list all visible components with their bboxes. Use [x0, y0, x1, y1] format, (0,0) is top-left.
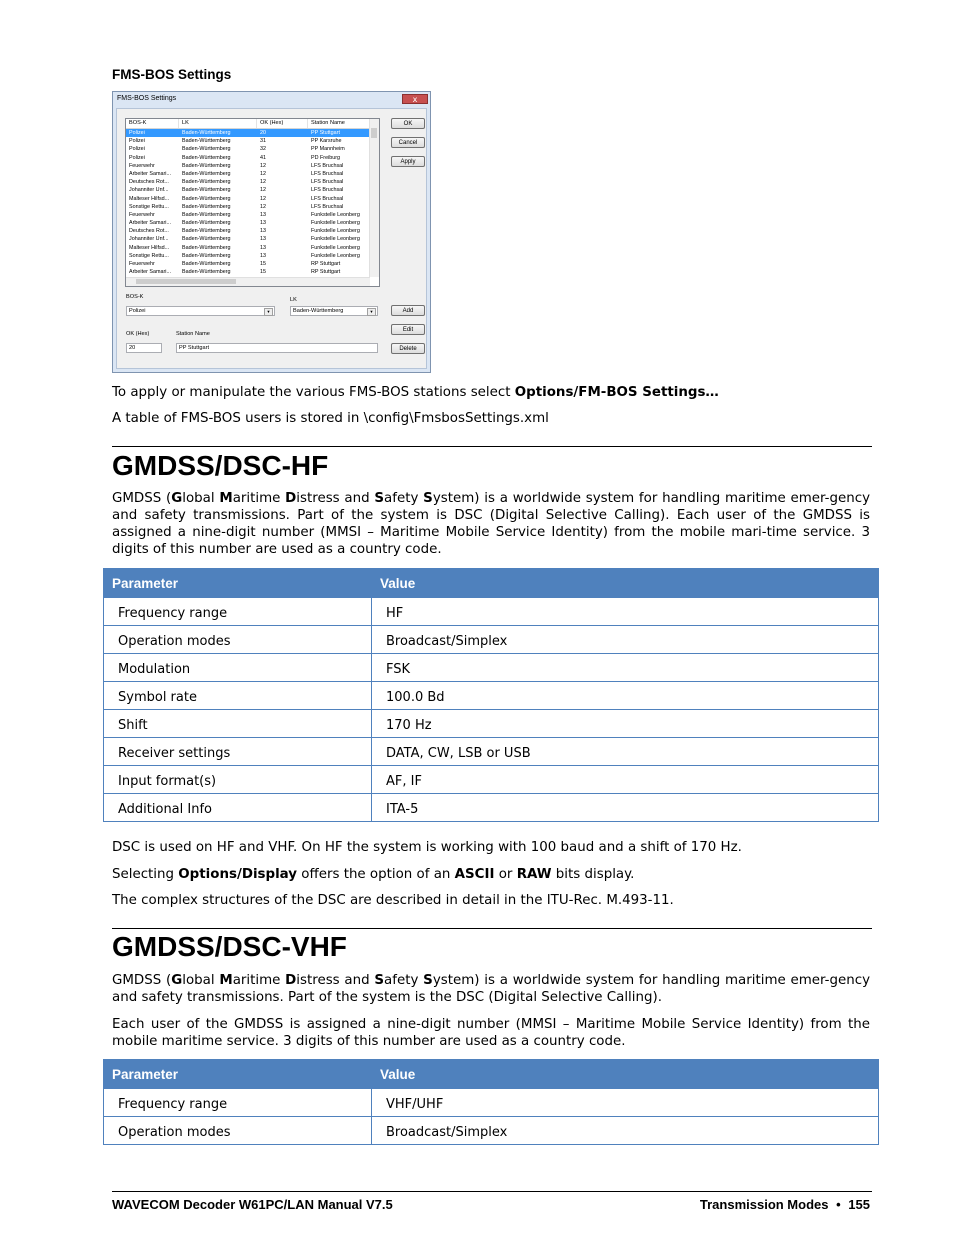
scroll-thumb[interactable]	[371, 128, 377, 138]
table-row	[104, 1117, 879, 1145]
list-cell: 12	[260, 162, 266, 169]
heading-gmdss-dsc-vhf: GMDSS/DSC-VHF	[112, 931, 347, 962]
table-row	[104, 654, 879, 682]
footer-rule	[112, 1191, 872, 1192]
text-span: GMDSS (	[112, 973, 172, 988]
add-button[interactable]: Add	[391, 305, 425, 316]
table-row	[104, 794, 879, 822]
list-item[interactable]	[126, 227, 379, 235]
table-row	[104, 682, 879, 710]
list-item[interactable]	[126, 268, 379, 276]
table-row	[104, 766, 879, 794]
list-cell: Baden-Württemberg	[182, 138, 231, 145]
menu-path: Options/Display	[178, 867, 298, 882]
text-span: afety	[384, 973, 424, 988]
list-item[interactable]	[126, 145, 379, 153]
list-cell: Feuerwehr	[129, 261, 155, 267]
value-cell: Broadcast/Simplex	[372, 1117, 879, 1145]
parameter-cell: Frequency range	[104, 1089, 372, 1117]
list-item[interactable]	[126, 129, 379, 137]
table-row	[104, 710, 879, 738]
footer-section: Transmission Modes	[699, 1197, 829, 1212]
list-cell: Deutsches Rot...	[129, 228, 169, 235]
list-cell: 12	[260, 195, 266, 202]
section-rule	[112, 928, 872, 929]
table-body	[104, 1089, 879, 1145]
list-cell: Feuerwehr	[129, 162, 155, 169]
text-span: GMDSS (	[112, 491, 172, 506]
table-header-row	[104, 569, 879, 598]
list-item[interactable]	[126, 260, 379, 268]
list-cell: Baden-Württemberg	[182, 269, 231, 276]
list-cell: LFS Bruchsal	[311, 162, 344, 169]
text-span: lobal	[182, 973, 220, 988]
column-header-bosk[interactable]: BOS-K	[126, 119, 179, 128]
footer-page-info	[700, 1197, 870, 1212]
list-cell: 13	[260, 236, 266, 243]
vhf-description-text: is a worldwide system for handling maritime emer-gency and safety transmissions. Part of the system is the DSC (Digital Selective Calling).	[112, 973, 871, 1005]
list-cell: LFS Bruchsal	[311, 203, 344, 210]
list-item[interactable]	[126, 211, 379, 219]
list-item[interactable]	[126, 219, 379, 227]
menu-path: Options/FM-BOS Settings…	[514, 385, 719, 400]
value-cell: DATA, CW, LSB or USB	[372, 738, 879, 766]
table-row	[104, 738, 879, 766]
text-span: bits display.	[551, 867, 635, 882]
list-cell: 31	[260, 138, 266, 145]
lk-value: Baden-Württemberg	[293, 308, 344, 314]
list-cell: PD Freiburg	[311, 154, 341, 161]
parameter-cell: Operation modes	[104, 626, 372, 654]
acronym-letter: G	[171, 491, 183, 506]
table-row	[104, 598, 879, 626]
list-cell: 15	[260, 261, 266, 267]
list-cell: Johanniter Unf...	[129, 187, 169, 194]
table-body	[104, 598, 879, 822]
column-header-lk[interactable]: LK	[179, 119, 257, 128]
list-cell: 12	[260, 187, 266, 194]
list-cell: PP Stuttgart	[311, 130, 340, 136]
list-item[interactable]	[126, 195, 379, 203]
parameter-cell: Frequency range	[104, 598, 372, 626]
option-raw: RAW	[516, 867, 552, 882]
value-cell: 100.0 Bd	[372, 682, 879, 710]
list-cell: Baden-Württemberg	[182, 211, 231, 218]
apply-button[interactable]: Apply	[391, 156, 425, 167]
list-cell: Baden-Württemberg	[182, 170, 231, 177]
vhf-parameter-table	[103, 1059, 879, 1145]
list-cell: RP Stuttgart	[311, 261, 341, 267]
intro-text: To apply or manipulate the various FMS-BOS stations select	[112, 385, 515, 400]
acronym-expansion	[112, 491, 479, 506]
list-cell: Baden-Württemberg	[182, 236, 231, 243]
heading-gmdss-dsc-hf: GMDSS/DSC-HF	[112, 450, 329, 481]
value-cell: AF, IF	[372, 766, 879, 794]
list-cell: PP Karsruhe	[311, 138, 342, 145]
station-name-label: Station Name	[176, 331, 210, 337]
dialog-body	[116, 108, 427, 369]
acronym-letter: G	[171, 973, 183, 988]
value-cell: HF	[372, 598, 879, 626]
list-cell: 41	[260, 154, 266, 161]
list-cell: 12	[260, 170, 266, 177]
list-cell: LFS Bruchsal	[311, 195, 344, 202]
acronym-expansion	[112, 973, 479, 988]
parameter-cell: Modulation	[104, 654, 372, 682]
list-cell: Funkstelle Leonberg	[311, 228, 360, 235]
list-item[interactable]	[126, 154, 379, 162]
text-span: ystem)	[432, 491, 480, 506]
value-cell: FSK	[372, 654, 879, 682]
intro-paragraph-2: A table of FMS-BOS users is stored in \config\FmsbosSettings.xml	[112, 411, 549, 426]
list-cell: Sonstige Rettu...	[129, 203, 169, 210]
value-cell: 170 Hz	[372, 710, 879, 738]
list-cell: PP Mannheim	[311, 146, 345, 153]
list-cell: Baden-Württemberg	[182, 203, 231, 210]
text-span: or	[494, 867, 517, 882]
hf-parameter-table	[103, 568, 879, 822]
text-span: istress and	[296, 491, 375, 506]
list-item[interactable]	[126, 186, 379, 194]
list-cell: Arbeiter Samari...	[129, 170, 171, 177]
ok-hex-input[interactable]: 20	[126, 343, 162, 353]
acronym-letter: S	[423, 491, 433, 506]
text-span: lobal	[182, 491, 220, 506]
list-cell: 13	[260, 220, 266, 227]
list-item[interactable]	[126, 162, 379, 170]
list-cell: Johanniter Unf...	[129, 236, 169, 243]
hf-description-text: is a worldwide system for handling maritime emer-gency and safety transmissions. Part of the system is DSC (Digital Selective Calling). Each user of the GMDSS is assigned a nine-digit number (MMSI – Maritime Mobile Service Identity) from the mobile mari-time service. 3 digits of this number are used as a country code.	[112, 491, 871, 557]
list-item[interactable]	[126, 252, 379, 260]
parameter-cell: Input format(s)	[104, 766, 372, 794]
list-cell: Baden-Württemberg	[182, 154, 231, 161]
list-item[interactable]	[126, 235, 379, 243]
list-cell: 12	[260, 203, 266, 210]
dialog-title: FMS-BOS Settings	[117, 95, 177, 102]
text-span: ystem)	[432, 973, 480, 988]
chevron-down-icon[interactable]: ▼	[264, 308, 273, 316]
list-cell: Polizei	[129, 146, 145, 153]
hf-after-2	[112, 866, 870, 883]
list-cell: Baden-Württemberg	[182, 130, 231, 136]
list-cell: Baden-Württemberg	[182, 195, 231, 202]
list-cell: Polizei	[129, 154, 145, 161]
scroll-thumb[interactable]	[136, 279, 236, 284]
acronym-letter: S	[374, 491, 385, 506]
list-cell: Arbeiter Samari...	[129, 220, 171, 227]
list-cell: 15	[260, 269, 266, 276]
vhf-description	[112, 972, 870, 1006]
acronym-letter: M	[219, 491, 233, 506]
list-cell: 20	[260, 130, 266, 136]
intro-paragraph-1	[112, 384, 870, 401]
list-cell: Arbeiter Samari...	[129, 269, 171, 276]
edit-button[interactable]: Edit	[391, 324, 425, 335]
list-cell: Funkstelle Leonberg	[311, 244, 360, 251]
page-number: 155	[848, 1197, 870, 1212]
parameter-cell: Symbol rate	[104, 682, 372, 710]
list-cell: Baden-Württemberg	[182, 162, 231, 169]
vhf-paragraph-2: Each user of the GMDSS is assigned a nine-digit number (MMSI – Maritime Mobile Service Identity) from the mobile maritime service. 3 digits of this number are used as a country code.	[112, 1017, 870, 1049]
value-cell: ITA-5	[372, 794, 879, 822]
parameter-cell: Operation modes	[104, 1117, 372, 1145]
footer-bullet: •	[836, 1197, 841, 1212]
list-cell: LFS Bruchsal	[311, 187, 344, 194]
text-span: Selecting	[112, 867, 179, 882]
text-span: istress and	[296, 973, 375, 988]
list-header	[126, 119, 379, 129]
list-rows	[126, 129, 379, 276]
list-cell: Polizei	[129, 130, 145, 136]
hf-after-1: DSC is used on HF and VHF. On HF the system is working with 100 baud and a shift of 170 Hz.	[112, 840, 742, 855]
hf-after-3: The complex structures of the DSC are described in detail in the ITU-Rec. M.493-11.	[112, 893, 674, 908]
list-cell: Funkstelle Leonberg	[311, 211, 360, 218]
cancel-button[interactable]: Cancel	[391, 137, 425, 148]
list-cell: 13	[260, 228, 266, 235]
list-item[interactable]	[126, 244, 379, 252]
list-cell: Baden-Württemberg	[182, 220, 231, 227]
column-header-station-name[interactable]: Station Name	[308, 119, 370, 128]
stations-list[interactable]	[125, 118, 380, 287]
list-cell: RP Stuttgart	[311, 269, 341, 276]
bosk-value: Polizei	[129, 308, 146, 314]
list-cell: Baden-Württemberg	[182, 261, 231, 267]
acronym-letter: D	[285, 973, 297, 988]
vertical-scrollbar[interactable]	[369, 119, 379, 277]
list-item[interactable]	[126, 137, 379, 145]
text-span: aritime	[232, 491, 286, 506]
station-name-input[interactable]: PP Stuttgart	[176, 343, 378, 353]
ok-hex-label: OK (Hex)	[126, 331, 150, 337]
list-cell: Malteser Hilfsd...	[129, 195, 170, 202]
bosk-label: BOS-K	[126, 294, 144, 300]
list-cell: Sonstige Rettu...	[129, 252, 169, 259]
list-cell: Baden-Württemberg	[182, 244, 231, 251]
table-header-row	[104, 1060, 879, 1089]
horizontal-scrollbar[interactable]	[126, 277, 370, 286]
list-cell: Polizei	[129, 138, 145, 145]
list-cell: 13	[260, 244, 266, 251]
figure-caption: FMS-BOS Settings	[112, 67, 232, 82]
column-header-parameter: Parameter	[104, 569, 372, 598]
option-ascii: ASCII	[454, 867, 495, 882]
list-cell: Baden-Württemberg	[182, 146, 231, 153]
acronym-letter: M	[219, 973, 233, 988]
text-span: afety	[384, 491, 424, 506]
close-icon[interactable]: x	[402, 94, 428, 104]
section-rule	[112, 446, 872, 447]
list-cell: Baden-Württemberg	[182, 252, 231, 259]
fms-bos-settings-dialog	[112, 91, 431, 373]
hf-description	[112, 490, 870, 558]
footer-manual-title: WAVECOM Decoder W61PC/LAN Manual V7.5	[112, 1197, 393, 1212]
list-cell: 13	[260, 211, 266, 218]
list-cell: 13	[260, 252, 266, 259]
list-cell: LFS Bruchsal	[311, 170, 344, 177]
lk-label: LK	[290, 297, 297, 303]
value-cell: Broadcast/Simplex	[372, 626, 879, 654]
list-cell: Funkstelle Leonberg	[311, 220, 360, 227]
text-span: aritime	[232, 973, 286, 988]
table-row	[104, 626, 879, 654]
list-cell: Funkstelle Leonberg	[311, 236, 360, 243]
list-cell: Deutsches Rot...	[129, 179, 169, 186]
list-cell: 32	[260, 146, 266, 153]
column-header-parameter: Parameter	[104, 1060, 372, 1089]
list-cell: Baden-Württemberg	[182, 179, 231, 186]
chevron-down-icon[interactable]: ▼	[367, 308, 376, 316]
list-cell: Funkstelle Leonberg	[311, 252, 360, 259]
list-item[interactable]	[126, 178, 379, 186]
list-cell: Malteser Hilfsd...	[129, 244, 170, 251]
ok-button[interactable]: OK	[391, 118, 425, 129]
text-span: offers the option of an	[297, 867, 455, 882]
list-cell: Feuerwehr	[129, 211, 155, 218]
list-cell: Baden-Württemberg	[182, 228, 231, 235]
lk-dropdown[interactable]	[290, 306, 378, 316]
table-row	[104, 1089, 879, 1117]
list-cell: Baden-Württemberg	[182, 187, 231, 194]
delete-button[interactable]: Delete	[391, 343, 425, 354]
bosk-dropdown[interactable]	[126, 306, 275, 316]
parameter-cell: Receiver settings	[104, 738, 372, 766]
list-cell: LFS Bruchsal	[311, 179, 344, 186]
column-header-value: Value	[372, 1060, 879, 1089]
parameter-cell: Additional Info	[104, 794, 372, 822]
column-header-value: Value	[372, 569, 879, 598]
list-cell: 12	[260, 179, 266, 186]
value-cell: VHF/UHF	[372, 1089, 879, 1117]
acronym-letter: S	[374, 973, 385, 988]
list-item[interactable]	[126, 203, 379, 211]
column-header-ok-hex[interactable]: OK (Hex)	[257, 119, 308, 128]
parameter-cell: Shift	[104, 710, 372, 738]
list-item[interactable]	[126, 170, 379, 178]
acronym-letter: D	[285, 491, 297, 506]
acronym-letter: S	[423, 973, 433, 988]
